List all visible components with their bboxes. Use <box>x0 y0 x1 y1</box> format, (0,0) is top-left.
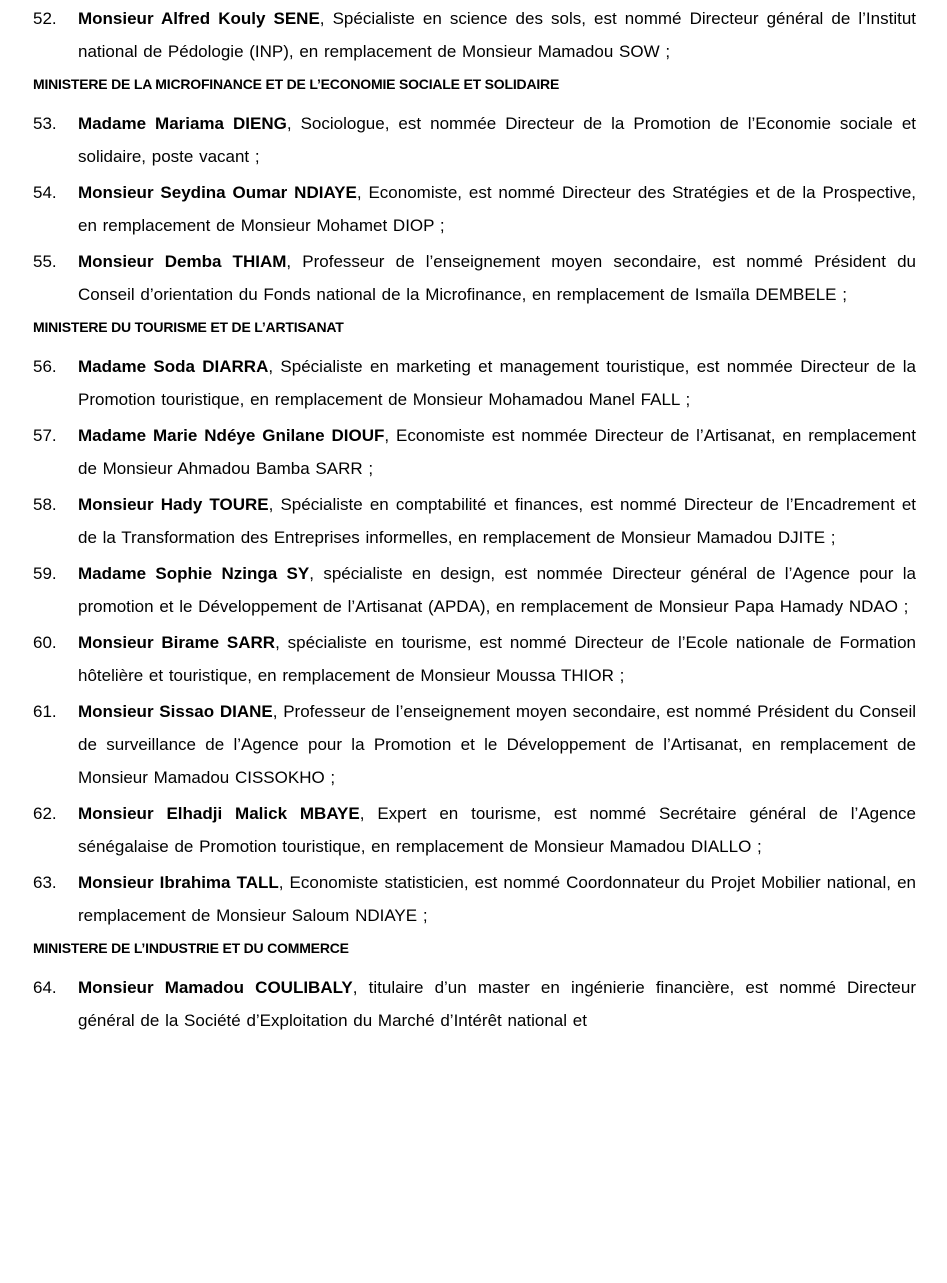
item-number: 55. <box>33 252 57 271</box>
appointment-item-59 <box>33 557 916 623</box>
appointment-details: , Spécialiste en science des sols, est nommé Directeur général de l’Institut national de Pédologie (INP), en remplacement de Monsieur Mamadou SOW ; <box>78 9 916 61</box>
appointment-details: , Professeur de l’enseignement moyen secondaire, est nommé Président du Conseil de surveillance de l’Agence pour la Promotion et le Développement de l’Artisanat, en remplacement de Monsieur Mamadou CISSOKHO ; <box>78 702 916 787</box>
appointment-details: , Sociologue, est nommée Directeur de la Promotion de l’Economie sociale et solidaire, poste vacant ; <box>78 114 917 166</box>
item-text <box>78 866 916 932</box>
item-text <box>78 557 916 623</box>
item-number: 57. <box>33 426 57 445</box>
appointment-item-64 <box>33 971 916 1037</box>
appointee-name: Madame Marie Ndéye Gnilane DIOUF <box>78 426 385 445</box>
item-text <box>78 695 916 794</box>
item-text <box>78 488 916 554</box>
item-text <box>78 971 916 1037</box>
item-text <box>78 797 916 863</box>
item-number: 56. <box>33 357 57 376</box>
item-text <box>78 350 916 416</box>
ministry-section-header-tourisme: MINISTERE DU TOURISME ET DE L’ARTISANAT <box>33 319 344 335</box>
appointment-details: , Spécialiste en marketing et management touristique, est nommée Directeur de la Promotion touristique, en remplacement de Monsieur Mohamadou Manel FALL ; <box>78 357 916 409</box>
appointment-details: , Economiste est nommée Directeur de l’Artisanat, en remplacement de Monsieur Ahmadou Bamba SARR ; <box>78 426 916 478</box>
appointee-name: Monsieur Seydina Oumar NDIAYE <box>78 183 357 202</box>
appointment-item-52 <box>33 2 916 68</box>
appointee-name: Monsieur Elhadji Malick MBAYE <box>78 804 360 823</box>
appointee-name: Madame Mariama DIENG <box>78 114 287 133</box>
item-text <box>78 626 916 692</box>
appointment-details: , spécialiste en tourisme, est nommé Directeur de l’Ecole nationale de Formation hôtelière et touristique, en remplacement de Monsieur Moussa THIOR ; <box>78 633 916 685</box>
appointment-details: , Professeur de l’enseignement moyen secondaire, est nommé Président du Conseil d’orientation du Fonds national de la Microfinance, en remplacement de Ismaïla DEMBELE ; <box>78 252 916 304</box>
appointment-item-54 <box>33 176 916 242</box>
item-number: 60. <box>33 633 57 652</box>
item-text <box>78 2 916 68</box>
ministry-section-header-industrie: MINISTERE DE L’INDUSTRIE ET DU COMMERCE <box>33 940 349 956</box>
item-number: 63. <box>33 873 57 892</box>
item-number: 62. <box>33 804 57 823</box>
item-number: 58. <box>33 495 57 514</box>
appointment-details: , spécialiste en design, est nommée Directeur général de l’Agence pour la promotion et le Développement de l’Artisanat (APDA), en remplacement de Monsieur Papa Hamady NDAO ; <box>78 564 916 616</box>
appointment-item-53 <box>33 107 916 173</box>
item-text <box>78 419 916 485</box>
appointment-details: , Economiste, est nommé Directeur des Stratégies et de la Prospective, en remplacement de Monsieur Mohamet DIOP ; <box>78 183 917 235</box>
appointee-name: Monsieur Alfred Kouly SENE <box>78 9 320 28</box>
item-text <box>78 107 916 173</box>
item-number: 54. <box>33 183 57 202</box>
item-text <box>78 245 916 311</box>
appointee-name: Monsieur Demba THIAM <box>78 252 287 271</box>
appointee-name: Monsieur Hady TOURE <box>78 495 269 514</box>
appointment-item-55 <box>33 245 916 311</box>
appointment-item-61 <box>33 695 916 794</box>
item-number: 64. <box>33 978 57 997</box>
appointee-name: Monsieur Ibrahima TALL <box>78 873 279 892</box>
appointee-name: Monsieur Birame SARR <box>78 633 276 652</box>
item-number: 52. <box>33 9 57 28</box>
appointee-name: Monsieur Mamadou COULIBALY <box>78 978 353 997</box>
item-number: 59. <box>33 564 57 583</box>
item-number: 61. <box>33 702 57 721</box>
appointment-details: , Expert en tourisme, est nommé Secrétaire général de l’Agence sénégalaise de Promotion touristique, en remplacement de Monsieur Mamadou DIALLO ; <box>78 804 916 856</box>
ministry-section-header-microfinance: MINISTERE DE LA MICROFINANCE ET DE L’ECONOMIE SOCIALE ET SOLIDAIRE <box>33 76 560 92</box>
appointee-name: Monsieur Sissao DIANE <box>78 702 273 721</box>
appointment-details: , Spécialiste en comptabilité et finances, est nommé Directeur de l’Encadrement et de la Transformation des Entreprises informelles, en remplacement de Monsieur Mamadou DJITE ; <box>78 495 916 547</box>
appointment-item-57 <box>33 419 916 485</box>
appointment-details: , titulaire d’un master en ingénierie financière, est nommé Directeur général de la Société d’Exploitation du Marché d’Intérêt national et <box>78 978 916 1030</box>
item-number: 53. <box>33 114 57 133</box>
appointment-item-58 <box>33 488 916 554</box>
appointment-item-60 <box>33 626 916 692</box>
appointment-item-63 <box>33 866 916 932</box>
appointee-name: Madame Soda DIARRA <box>78 357 269 376</box>
appointment-item-56 <box>33 350 916 416</box>
appointment-details: , Economiste statisticien, est nommé Coordonnateur du Projet Mobilier national, en remplacement de Monsieur Saloum NDIAYE ; <box>78 873 916 925</box>
appointee-name: Madame Sophie Nzinga SY <box>78 564 310 583</box>
item-text <box>78 176 916 242</box>
appointment-item-62 <box>33 797 916 863</box>
